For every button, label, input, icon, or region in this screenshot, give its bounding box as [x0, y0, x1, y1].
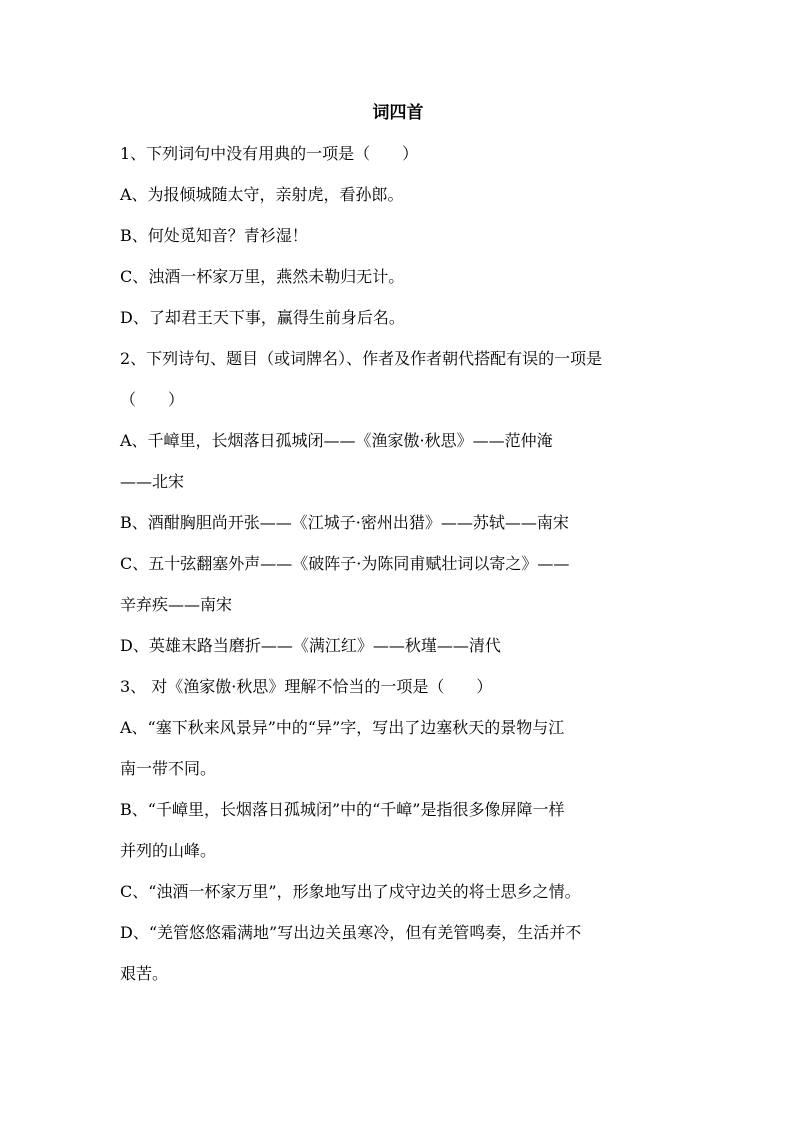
question-2 — [120, 348, 676, 656]
q1-stem: 1、下列词句中没有用典的一项是（ ） — [120, 144, 419, 163]
q3-option-b-line-1: B、“千嶂里，长烟落日孤城闭”中的“千嶂”是指很多像屏障一样 — [120, 800, 565, 819]
q2-option-a-line-2: ——北宋 — [120, 472, 185, 491]
q3-option-d-line-2: 艰苦。 — [120, 964, 169, 983]
question-3 — [120, 676, 676, 984]
q2-option-d: D、英雄末路当磨折——《满江红》——秋瑾——清代 — [120, 636, 501, 655]
question-1 — [120, 143, 676, 328]
q2-option-b: B、酒酣胸胆尚开张——《江城子·密州出猎》——苏轼——南宋 — [120, 513, 569, 532]
q3-option-c: C、“浊酒一杯家万里”，形象地写出了戍守边关的将士思乡之情。 — [120, 882, 581, 901]
q3-option-d-line-1: D、“羌管悠悠霜满地”写出边关虽寒冷，但有羌管鸣奏，生活并不 — [120, 923, 582, 942]
q2-stem-line-1: 2、下列诗句、题目（或词牌名）、作者及作者朝代搭配有误的一项是 — [120, 349, 603, 368]
document-page — [120, 103, 676, 1004]
q2-option-a-line-1: A、千嶂里，长烟落日孤城闭——《渔家傲·秋思》——范仲淹 — [120, 431, 553, 450]
q3-option-a-line-2: 南一带不同。 — [120, 759, 217, 778]
q1-option-d: D、了却君王天下事，赢得生前身后名。 — [120, 308, 405, 327]
q1-option-b: B、何处觅知音？青衫湿！ — [120, 226, 308, 245]
q1-option-c: C、浊酒一杯家万里，燕然未勒归无计。 — [120, 267, 405, 286]
document-title: 词四首 — [372, 103, 424, 123]
q2-option-c-line-1: C、五十弦翻塞外声——《破阵子·为陈同甫赋壮词以寄之》—— — [120, 554, 570, 573]
q2-stem-line-2: （ ） — [120, 390, 185, 409]
q3-option-b-line-2: 并列的山峰。 — [120, 841, 217, 860]
q2-option-c-line-2: 辛弃疾——南宋 — [120, 595, 233, 614]
q3-stem: 3、 对《渔家傲·秋思》理解不恰当的一项是（ ） — [120, 677, 493, 696]
q3-option-a-line-1: A、“塞下秋来风景异”中的“异”字，写出了边塞秋天的景物与江 — [120, 718, 565, 737]
q1-option-a: A、为报倾城随太守，亲射虎，看孙郎。 — [120, 185, 404, 204]
